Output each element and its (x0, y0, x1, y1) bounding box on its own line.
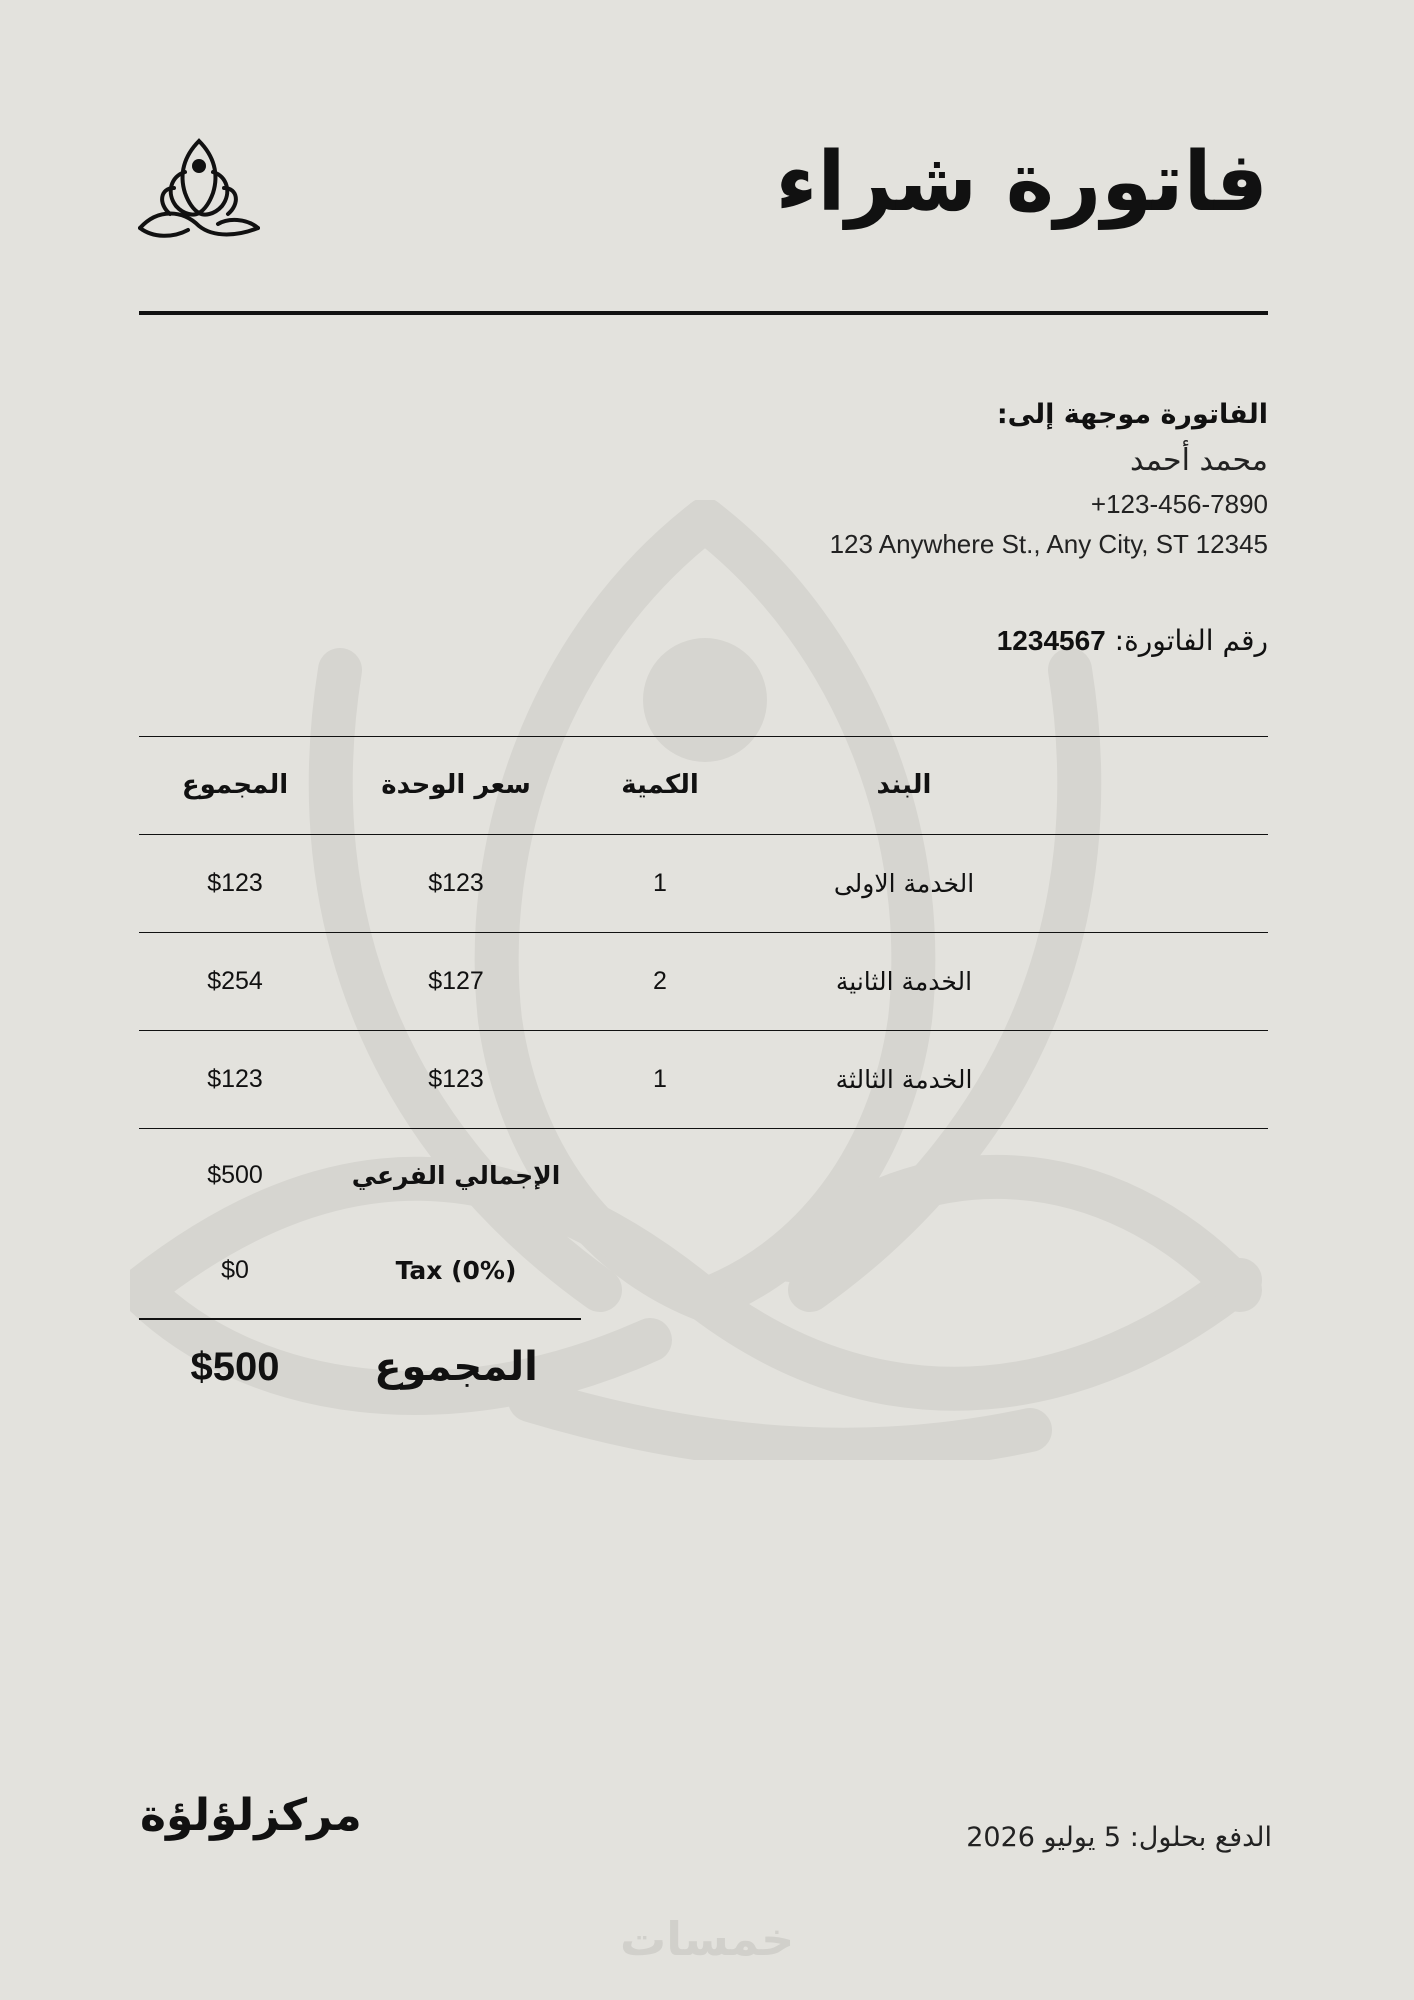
tax-label: Tax (0%) (395, 1256, 517, 1285)
row-unit-price: $127 (428, 967, 484, 995)
tax-row (139, 1223, 581, 1318)
table-row (139, 834, 1268, 932)
row-item: الخدمة الثانية (835, 967, 973, 996)
header-total: المجموع (181, 770, 289, 800)
subtotal-label: الإجمالي الفرعي (351, 1161, 561, 1190)
grand-total-value: $500 (190, 1345, 280, 1389)
table-row (139, 932, 1268, 1030)
footer-watermark: خمسات (620, 1912, 795, 1966)
items-table (139, 736, 1268, 1129)
invoice-number-label: رقم الفاتورة: (1114, 624, 1268, 657)
customer-name: محمد أحمد (1129, 443, 1268, 478)
header-item: البند (876, 770, 932, 800)
tax-value: $0 (221, 1256, 249, 1284)
bill-to-block (568, 392, 1268, 564)
row-item: الخدمة الاولى (833, 869, 975, 898)
lotus-logo-icon (138, 138, 260, 242)
payment-due-date: الدفع بحلول: 5 يوليو 2026 (966, 1822, 1272, 1853)
totals-summary (139, 1128, 581, 1415)
grand-total-row (139, 1320, 581, 1415)
customer-address: 123 Anywhere St., Any City, ST 12345 (829, 529, 1268, 559)
header-unit-price: سعر الوحدة (381, 770, 531, 800)
bill-to-heading: الفاتورة موجهة إلى: (996, 399, 1268, 430)
subtotal-value: $500 (207, 1161, 263, 1189)
row-unit-price: $123 (428, 1065, 484, 1093)
header-qty: الكمية (621, 770, 699, 800)
invoice-number-value: 1234567 (996, 625, 1106, 656)
row-total: $123 (207, 869, 263, 897)
invoice-title: فاتورة شراء (775, 135, 1268, 230)
invoice-number (997, 624, 1268, 657)
row-unit-price: $123 (428, 869, 484, 897)
row-item: الخدمة الثالثة (835, 1065, 973, 1094)
row-total: $254 (207, 967, 263, 995)
row-qty: 1 (653, 869, 667, 897)
subtotal-row (139, 1128, 581, 1223)
header-divider (139, 311, 1268, 315)
row-total: $123 (207, 1065, 263, 1093)
brand-name: مركزلؤلؤة (140, 1790, 362, 1841)
row-qty: 2 (653, 967, 667, 995)
table-row (139, 1030, 1268, 1129)
customer-phone: +123-456-7890 (1090, 489, 1268, 519)
table-header-row (139, 736, 1268, 834)
row-qty: 1 (653, 1065, 667, 1093)
grand-total-label: المجموع (374, 1344, 538, 1390)
